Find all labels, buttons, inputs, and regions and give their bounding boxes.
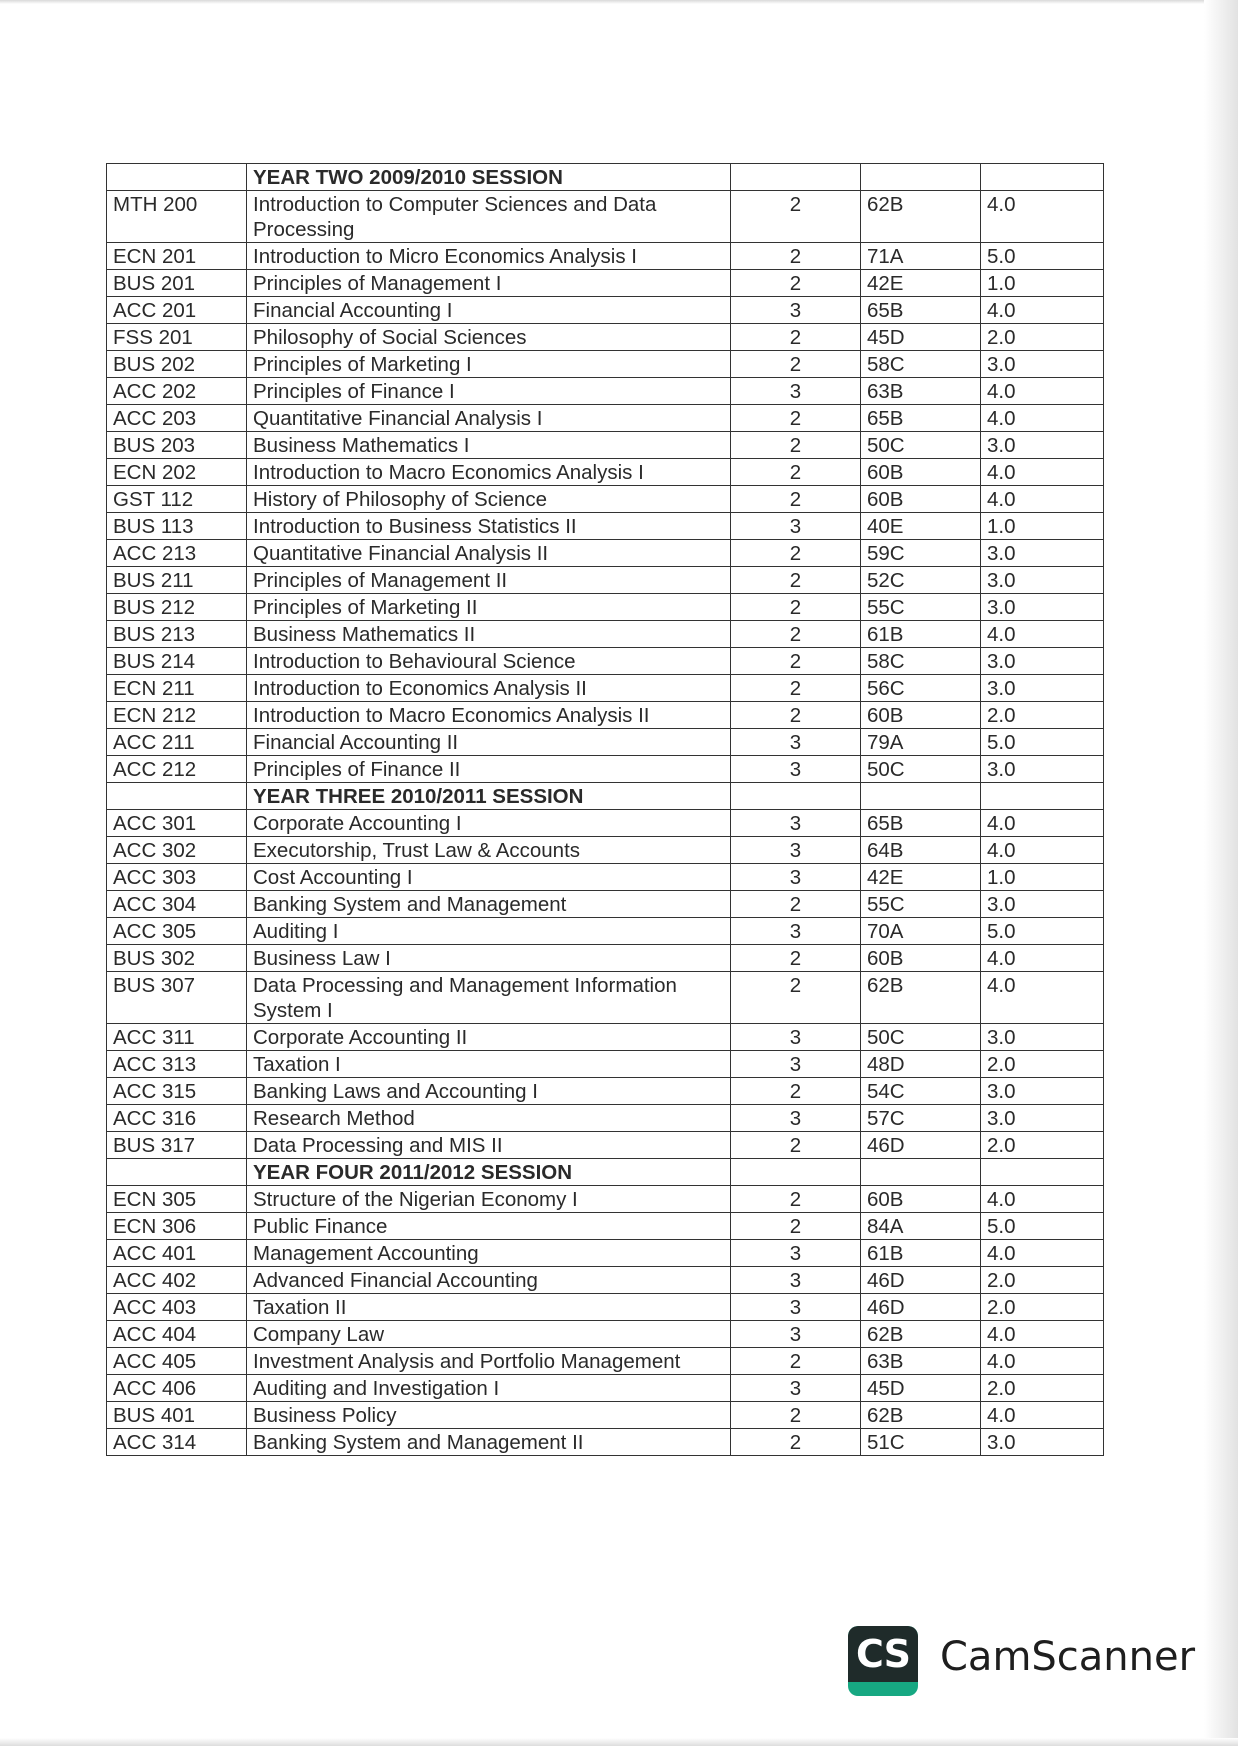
course-code: BUS 401: [107, 1402, 247, 1429]
course-score-grade: 55C: [861, 594, 981, 621]
course-grade-point: 4.0: [981, 621, 1104, 648]
course-grade-point: 4.0: [981, 1186, 1104, 1213]
course-units: 2: [731, 432, 861, 459]
course-title: Company Law: [247, 1321, 731, 1348]
course-grade-point: 3.0: [981, 891, 1104, 918]
course-title: Banking System and Management: [247, 891, 731, 918]
course-title: Principles of Management I: [247, 270, 731, 297]
course-score-grade: 56C: [861, 675, 981, 702]
course-score-grade: 58C: [861, 351, 981, 378]
session-header-row: [107, 783, 1104, 810]
course-score-grade: 60B: [861, 945, 981, 972]
course-title: Auditing I: [247, 918, 731, 945]
course-code: BUS 214: [107, 648, 247, 675]
course-grade-point: 3.0: [981, 675, 1104, 702]
course-row: [107, 1240, 1104, 1267]
course-score-grade: 55C: [861, 891, 981, 918]
empty-cell: [107, 1159, 247, 1186]
empty-cell: [731, 164, 861, 191]
course-title: Introduction to Economics Analysis II: [247, 675, 731, 702]
course-units: 3: [731, 378, 861, 405]
course-grade-point: 5.0: [981, 1213, 1104, 1240]
course-units: 3: [731, 1105, 861, 1132]
course-title: Taxation II: [247, 1294, 731, 1321]
course-units: 3: [731, 729, 861, 756]
course-title: Principles of Finance I: [247, 378, 731, 405]
course-grade-point: 4.0: [981, 378, 1104, 405]
course-units: 2: [731, 324, 861, 351]
course-score-grade: 65B: [861, 405, 981, 432]
course-grade-point: 1.0: [981, 864, 1104, 891]
course-score-grade: 42E: [861, 864, 981, 891]
course-row: [107, 729, 1104, 756]
course-code: ACC 405: [107, 1348, 247, 1375]
empty-cell: [731, 1159, 861, 1186]
course-code: BUS 113: [107, 513, 247, 540]
course-row: [107, 1213, 1104, 1240]
course-units: 2: [731, 243, 861, 270]
course-code: ACC 313: [107, 1051, 247, 1078]
course-units: 2: [731, 459, 861, 486]
course-code: ECN 211: [107, 675, 247, 702]
course-grade-point: 4.0: [981, 486, 1104, 513]
course-score-grade: 63B: [861, 378, 981, 405]
course-code: ACC 211: [107, 729, 247, 756]
course-row: [107, 191, 1104, 243]
course-row: [107, 756, 1104, 783]
course-row: [107, 918, 1104, 945]
course-units: 2: [731, 621, 861, 648]
course-units: 2: [731, 1213, 861, 1240]
course-score-grade: 60B: [861, 702, 981, 729]
course-grade-point: 3.0: [981, 567, 1104, 594]
course-grade-point: 4.0: [981, 1321, 1104, 1348]
course-score-grade: 46D: [861, 1294, 981, 1321]
course-row: [107, 648, 1104, 675]
course-code: ACC 202: [107, 378, 247, 405]
course-code: ACC 314: [107, 1429, 247, 1456]
empty-cell: [107, 164, 247, 191]
course-score-grade: 65B: [861, 297, 981, 324]
course-row: [107, 945, 1104, 972]
course-score-grade: 50C: [861, 432, 981, 459]
course-code: ACC 305: [107, 918, 247, 945]
course-title: Business Law I: [247, 945, 731, 972]
course-score-grade: 51C: [861, 1429, 981, 1456]
course-score-grade: 62B: [861, 191, 981, 243]
course-units: 3: [731, 1267, 861, 1294]
course-units: 2: [731, 270, 861, 297]
course-units: 3: [731, 756, 861, 783]
course-code: BUS 201: [107, 270, 247, 297]
course-score-grade: 57C: [861, 1105, 981, 1132]
course-code: ACC 402: [107, 1267, 247, 1294]
course-grade-point: 2.0: [981, 324, 1104, 351]
course-title: Principles of Management II: [247, 567, 731, 594]
course-row: [107, 1348, 1104, 1375]
course-grade-point: 5.0: [981, 918, 1104, 945]
course-row: [107, 972, 1104, 1024]
course-title: Investment Analysis and Portfolio Management: [247, 1348, 731, 1375]
course-grade-point: 2.0: [981, 1051, 1104, 1078]
course-row: [107, 1294, 1104, 1321]
course-units: 3: [731, 297, 861, 324]
course-title: Business Policy: [247, 1402, 731, 1429]
course-title: Principles of Marketing II: [247, 594, 731, 621]
course-units: 2: [731, 594, 861, 621]
course-grade-point: 4.0: [981, 191, 1104, 243]
empty-cell: [981, 1159, 1104, 1186]
course-units: 2: [731, 648, 861, 675]
course-grade-point: 1.0: [981, 270, 1104, 297]
course-code: ACC 302: [107, 837, 247, 864]
course-code: ECN 305: [107, 1186, 247, 1213]
course-row: [107, 351, 1104, 378]
course-title: Introduction to Macro Economics Analysis II: [247, 702, 731, 729]
course-score-grade: 59C: [861, 540, 981, 567]
course-score-grade: 40E: [861, 513, 981, 540]
course-units: 3: [731, 864, 861, 891]
course-title: Corporate Accounting I: [247, 810, 731, 837]
course-score-grade: 54C: [861, 1078, 981, 1105]
course-row: [107, 864, 1104, 891]
course-units: 3: [731, 837, 861, 864]
course-grade-point: 3.0: [981, 648, 1104, 675]
course-units: 3: [731, 1375, 861, 1402]
course-grade-point: 2.0: [981, 1375, 1104, 1402]
course-row: [107, 1375, 1104, 1402]
course-row: [107, 1321, 1104, 1348]
course-row: [107, 297, 1104, 324]
course-grade-point: 2.0: [981, 1267, 1104, 1294]
course-units: 2: [731, 1186, 861, 1213]
course-grade-point: 2.0: [981, 1132, 1104, 1159]
course-code: ACC 406: [107, 1375, 247, 1402]
course-units: 2: [731, 972, 861, 1024]
course-row: [107, 810, 1104, 837]
empty-cell: [861, 783, 981, 810]
camscanner-logo-text: CS: [848, 1626, 918, 1682]
course-row: [107, 540, 1104, 567]
page-edge-shadow: [0, 1738, 1238, 1746]
course-units: 3: [731, 513, 861, 540]
course-score-grade: 62B: [861, 972, 981, 1024]
course-row: [107, 1024, 1104, 1051]
results-table-body: [107, 164, 1104, 1456]
course-title: Philosophy of Social Sciences: [247, 324, 731, 351]
course-score-grade: 52C: [861, 567, 981, 594]
course-score-grade: 50C: [861, 1024, 981, 1051]
results-table: [106, 163, 1104, 1456]
course-row: [107, 1267, 1104, 1294]
course-units: 2: [731, 540, 861, 567]
course-code: BUS 213: [107, 621, 247, 648]
course-score-grade: 70A: [861, 918, 981, 945]
course-row: [107, 243, 1104, 270]
course-code: ACC 311: [107, 1024, 247, 1051]
course-row: [107, 432, 1104, 459]
course-row: [107, 567, 1104, 594]
course-code: ECN 202: [107, 459, 247, 486]
page-edge-shadow: [1204, 0, 1238, 1746]
course-code: BUS 211: [107, 567, 247, 594]
course-score-grade: 60B: [861, 1186, 981, 1213]
course-row: [107, 1078, 1104, 1105]
course-row: [107, 378, 1104, 405]
course-row: [107, 1429, 1104, 1456]
course-score-grade: 64B: [861, 837, 981, 864]
empty-cell: [107, 783, 247, 810]
course-grade-point: 3.0: [981, 432, 1104, 459]
course-title: Introduction to Computer Sciences and Data Processing: [247, 191, 731, 243]
empty-cell: [981, 783, 1104, 810]
course-row: [107, 594, 1104, 621]
course-code: ACC 213: [107, 540, 247, 567]
course-title: Structure of the Nigerian Economy I: [247, 1186, 731, 1213]
course-units: 2: [731, 675, 861, 702]
course-score-grade: 46D: [861, 1132, 981, 1159]
course-title: Introduction to Macro Economics Analysis I: [247, 459, 731, 486]
course-title: Executorship, Trust Law & Accounts: [247, 837, 731, 864]
course-units: 3: [731, 1321, 861, 1348]
course-code: BUS 212: [107, 594, 247, 621]
course-grade-point: 4.0: [981, 1240, 1104, 1267]
course-score-grade: 45D: [861, 324, 981, 351]
page-edge-shadow: [0, 0, 1238, 4]
course-score-grade: 60B: [861, 459, 981, 486]
course-score-grade: 58C: [861, 648, 981, 675]
course-title: Introduction to Behavioural Science: [247, 648, 731, 675]
course-title: Banking System and Management II: [247, 1429, 731, 1456]
session-title: YEAR TWO 2009/2010 SESSION: [247, 164, 731, 191]
course-row: [107, 1132, 1104, 1159]
empty-cell: [861, 1159, 981, 1186]
course-title: Taxation I: [247, 1051, 731, 1078]
course-code: ACC 404: [107, 1321, 247, 1348]
course-title: Quantitative Financial Analysis I: [247, 405, 731, 432]
course-units: 2: [731, 1348, 861, 1375]
course-grade-point: 2.0: [981, 1294, 1104, 1321]
course-row: [107, 324, 1104, 351]
empty-cell: [981, 164, 1104, 191]
course-score-grade: 42E: [861, 270, 981, 297]
course-grade-point: 3.0: [981, 1024, 1104, 1051]
course-row: [107, 270, 1104, 297]
course-code: FSS 201: [107, 324, 247, 351]
course-title: Data Processing and MIS II: [247, 1132, 731, 1159]
camscanner-name: CamScanner: [940, 1634, 1196, 1680]
course-code: ECN 212: [107, 702, 247, 729]
course-row: [107, 1051, 1104, 1078]
course-grade-point: 4.0: [981, 297, 1104, 324]
course-grade-point: 4.0: [981, 1348, 1104, 1375]
course-score-grade: 65B: [861, 810, 981, 837]
course-title: Business Mathematics II: [247, 621, 731, 648]
course-grade-point: 3.0: [981, 1105, 1104, 1132]
empty-cell: [861, 164, 981, 191]
course-code: BUS 203: [107, 432, 247, 459]
course-code: ACC 303: [107, 864, 247, 891]
course-title: Corporate Accounting II: [247, 1024, 731, 1051]
course-grade-point: 2.0: [981, 702, 1104, 729]
course-row: [107, 891, 1104, 918]
course-title: Management Accounting: [247, 1240, 731, 1267]
course-title: Advanced Financial Accounting: [247, 1267, 731, 1294]
course-score-grade: 46D: [861, 1267, 981, 1294]
course-units: 3: [731, 1024, 861, 1051]
empty-cell: [731, 783, 861, 810]
course-grade-point: 3.0: [981, 756, 1104, 783]
course-title: History of Philosophy of Science: [247, 486, 731, 513]
course-title: Principles of Marketing I: [247, 351, 731, 378]
course-code: MTH 200: [107, 191, 247, 243]
course-score-grade: 50C: [861, 756, 981, 783]
course-score-grade: 48D: [861, 1051, 981, 1078]
course-row: [107, 1402, 1104, 1429]
course-code: BUS 307: [107, 972, 247, 1024]
course-score-grade: 60B: [861, 486, 981, 513]
course-title: Cost Accounting I: [247, 864, 731, 891]
course-score-grade: 79A: [861, 729, 981, 756]
course-score-grade: 61B: [861, 1240, 981, 1267]
course-grade-point: 4.0: [981, 945, 1104, 972]
course-units: 2: [731, 567, 861, 594]
course-title: Financial Accounting I: [247, 297, 731, 324]
course-title: Principles of Finance II: [247, 756, 731, 783]
session-header-row: [107, 1159, 1104, 1186]
course-units: 2: [731, 945, 861, 972]
course-grade-point: 4.0: [981, 459, 1104, 486]
course-units: 2: [731, 1078, 861, 1105]
course-title: Financial Accounting II: [247, 729, 731, 756]
course-score-grade: 62B: [861, 1321, 981, 1348]
course-score-grade: 62B: [861, 1402, 981, 1429]
course-units: 3: [731, 1294, 861, 1321]
course-code: BUS 317: [107, 1132, 247, 1159]
course-code: ACC 403: [107, 1294, 247, 1321]
course-grade-point: 4.0: [981, 1402, 1104, 1429]
course-units: 2: [731, 702, 861, 729]
course-row: [107, 702, 1104, 729]
course-code: ECN 201: [107, 243, 247, 270]
course-units: 3: [731, 810, 861, 837]
course-row: [107, 486, 1104, 513]
course-row: [107, 621, 1104, 648]
course-title: Research Method: [247, 1105, 731, 1132]
course-units: 2: [731, 1402, 861, 1429]
course-row: [107, 459, 1104, 486]
camscanner-logo: [848, 1626, 918, 1696]
course-units: 2: [731, 1132, 861, 1159]
course-code: ACC 315: [107, 1078, 247, 1105]
course-code: ACC 201: [107, 297, 247, 324]
course-code: BUS 202: [107, 351, 247, 378]
course-units: 3: [731, 1051, 861, 1078]
course-score-grade: 61B: [861, 621, 981, 648]
course-code: ACC 304: [107, 891, 247, 918]
course-row: [107, 675, 1104, 702]
course-grade-point: 4.0: [981, 810, 1104, 837]
course-row: [107, 513, 1104, 540]
course-grade-point: 4.0: [981, 405, 1104, 432]
course-units: 3: [731, 918, 861, 945]
course-units: 2: [731, 1429, 861, 1456]
course-code: ACC 316: [107, 1105, 247, 1132]
course-title: Introduction to Business Statistics II: [247, 513, 731, 540]
course-code: BUS 302: [107, 945, 247, 972]
course-row: [107, 1105, 1104, 1132]
course-title: Business Mathematics I: [247, 432, 731, 459]
course-code: ACC 212: [107, 756, 247, 783]
course-units: 2: [731, 191, 861, 243]
course-row: [107, 837, 1104, 864]
course-grade-point: 4.0: [981, 972, 1104, 1024]
course-code: ECN 306: [107, 1213, 247, 1240]
course-title: Introduction to Micro Economics Analysis I: [247, 243, 731, 270]
course-grade-point: 3.0: [981, 594, 1104, 621]
session-header-row: [107, 164, 1104, 191]
course-title: Auditing and Investigation I: [247, 1375, 731, 1402]
course-score-grade: 63B: [861, 1348, 981, 1375]
course-grade-point: 4.0: [981, 837, 1104, 864]
course-units: 3: [731, 1240, 861, 1267]
course-units: 2: [731, 351, 861, 378]
course-code: ACC 401: [107, 1240, 247, 1267]
course-grade-point: 3.0: [981, 351, 1104, 378]
course-grade-point: 5.0: [981, 729, 1104, 756]
course-title: Quantitative Financial Analysis II: [247, 540, 731, 567]
course-grade-point: 3.0: [981, 540, 1104, 567]
course-code: ACC 301: [107, 810, 247, 837]
course-units: 2: [731, 891, 861, 918]
course-grade-point: 3.0: [981, 1078, 1104, 1105]
session-title: YEAR THREE 2010/2011 SESSION: [247, 783, 731, 810]
course-score-grade: 71A: [861, 243, 981, 270]
course-row: [107, 1186, 1104, 1213]
course-row: [107, 405, 1104, 432]
course-grade-point: 5.0: [981, 243, 1104, 270]
course-score-grade: 45D: [861, 1375, 981, 1402]
course-units: 2: [731, 405, 861, 432]
course-grade-point: 3.0: [981, 1429, 1104, 1456]
course-title: Public Finance: [247, 1213, 731, 1240]
session-title: YEAR FOUR 2011/2012 SESSION: [247, 1159, 731, 1186]
course-units: 2: [731, 486, 861, 513]
course-grade-point: 1.0: [981, 513, 1104, 540]
course-title: Data Processing and Management Information System I: [247, 972, 731, 1024]
course-score-grade: 84A: [861, 1213, 981, 1240]
course-title: Banking Laws and Accounting I: [247, 1078, 731, 1105]
course-code: ACC 203: [107, 405, 247, 432]
course-code: GST 112: [107, 486, 247, 513]
